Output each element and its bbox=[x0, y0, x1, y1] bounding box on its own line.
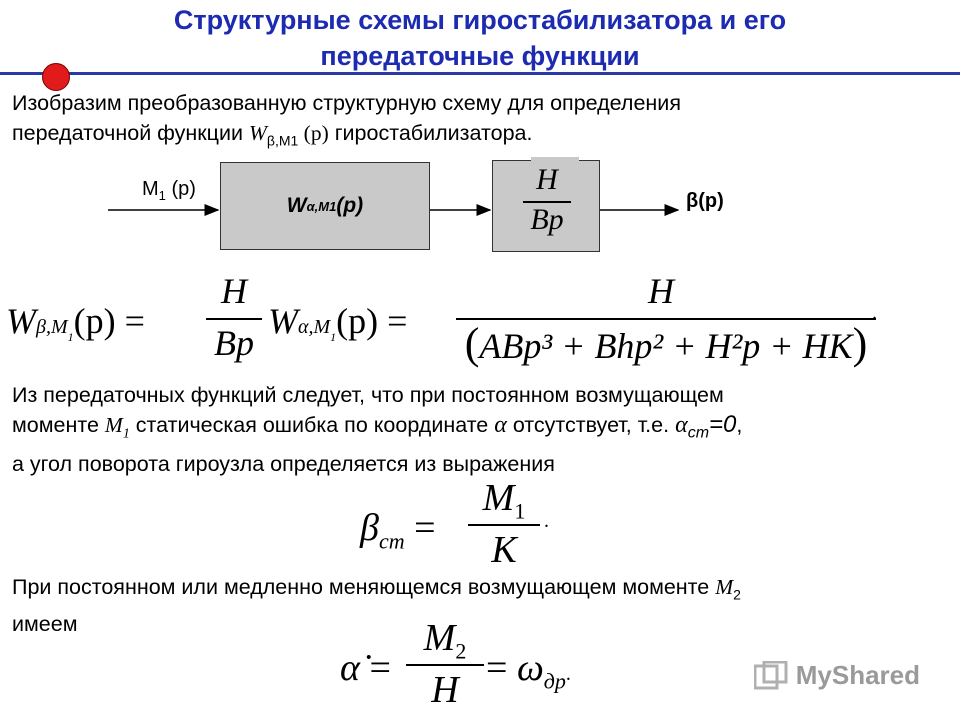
error-line-3: а угол поворота гироузла определяется из выражения bbox=[12, 452, 555, 477]
error-line-2: моменте $M_1$ статическая ошибка по координате α отсутствует, т.е. $\alpha_{cm}=0$, bbox=[12, 411, 743, 442]
paragraph-intro bbox=[12, 88, 950, 155]
block2-numerator: H bbox=[536, 163, 558, 196]
intro-line-1: Изобразим преобразованную структурную схему для определения bbox=[12, 91, 681, 115]
block2-denominator: Bp bbox=[530, 203, 564, 236]
title-line-1: Структурные схемы гиростабилизатора и его bbox=[173, 5, 787, 35]
myshared-logo-icon bbox=[754, 661, 788, 691]
formula-transfer-function: $W\beta,M_1(p)$ = H Bp $W\alpha,M_1(p)$ = H (ABp³ + Bhp² + H²p + HK) . bbox=[6, 271, 877, 368]
moment-line-1: При постоянном или медленно меняющемся возмущающем моменте $M_2$ bbox=[12, 575, 741, 603]
w-symbol: W bbox=[248, 121, 267, 145]
paragraph-static-error bbox=[12, 380, 950, 479]
red-dot-bullet bbox=[42, 63, 70, 91]
moment-line-2: имеем bbox=[12, 612, 78, 637]
block-w-alpha: W α,M1 (p) bbox=[220, 162, 430, 250]
input-label: $M_1$ (p) bbox=[142, 178, 196, 203]
formula-alpha-dot: α̇ = $M_2$ H = $\omega_{др}$. bbox=[340, 617, 571, 711]
title-line-2: передаточные функции bbox=[320, 41, 640, 71]
error-line-1: Из передаточных функций следует, что при постоянном возмущающем bbox=[12, 383, 724, 407]
intro-line-2: передаточной функции $W_{\beta,M1}$ (p) гиростабилизатора. bbox=[12, 121, 533, 149]
block-h-over-bp bbox=[492, 160, 600, 252]
title-rule bbox=[0, 72, 960, 75]
output-label: β(p) bbox=[686, 190, 724, 212]
block-diagram bbox=[0, 150, 960, 260]
formula-beta-cm: $\beta_{cm}$ = $M_1$ K . bbox=[360, 477, 549, 571]
watermark-text: MyShared bbox=[795, 660, 920, 690]
watermark bbox=[754, 660, 920, 691]
